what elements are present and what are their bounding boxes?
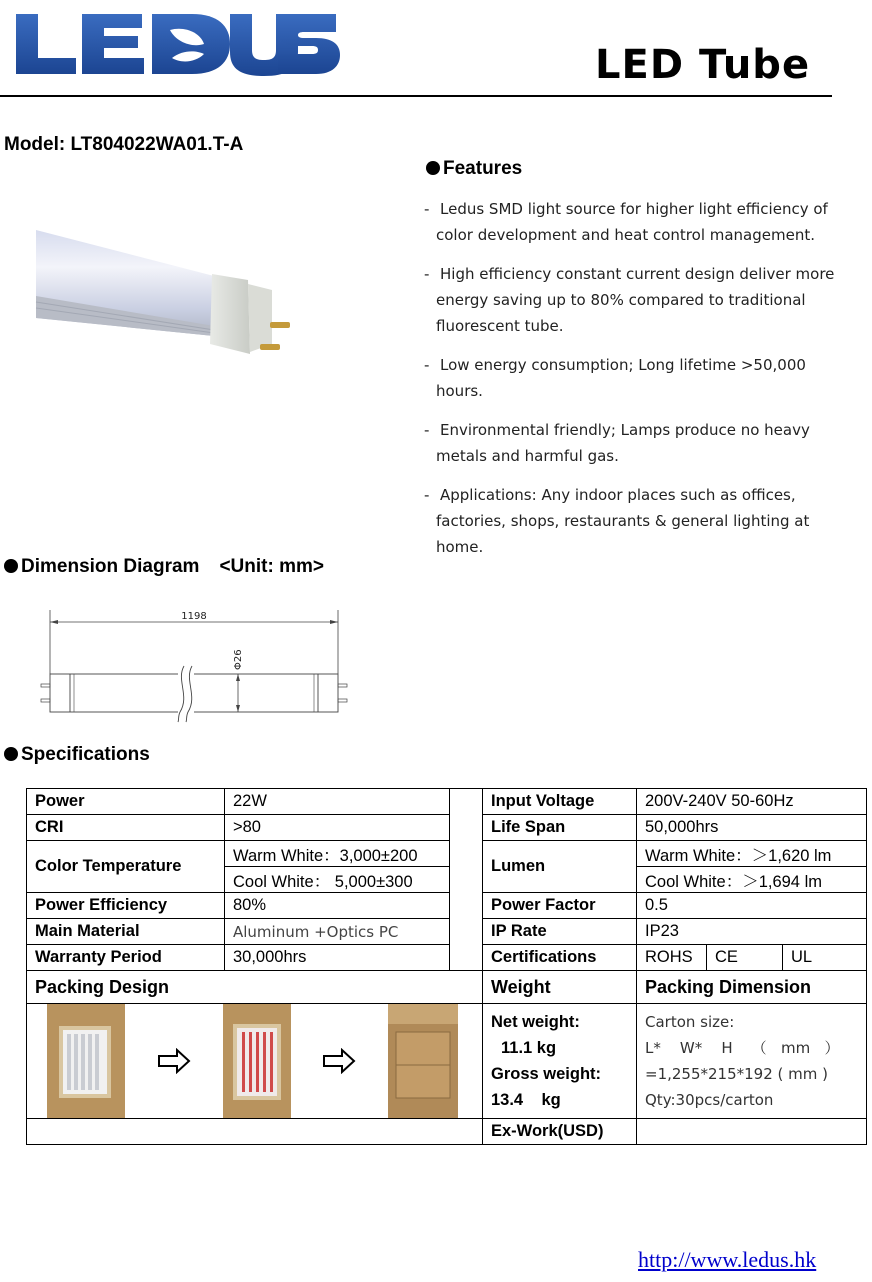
weight-cell [483,1004,637,1119]
spec-label: Lumen [483,841,637,893]
spec-value: 80% [225,893,450,919]
weight-label: Weight [483,971,637,1004]
spec-value: 0.5 [637,893,867,919]
carton-quantity: Qty:30pcs/carton [645,1091,774,1109]
model-number: Model: LT804022WA01.T-A [4,134,244,155]
table-row [27,893,867,919]
table-row [27,789,867,815]
spec-value: 22W [225,789,450,815]
spec-value: IP23 [637,919,867,945]
website-link[interactable]: http://www.ledus.hk [638,1247,817,1272]
spec-value: 30,000hrs [225,945,450,971]
spec-value: 200V-240V 50-60Hz [637,789,867,815]
dimension-heading: Dimension Diagram <Unit: mm> [4,556,324,578]
table-row [27,971,867,1004]
arrow-right-icon [322,1048,356,1074]
certification-ul: UL [783,945,867,971]
packing-dimension-label: Packing Dimension [637,971,867,1004]
spec-label: Power Efficiency [27,893,225,919]
packing-design-label: Packing Design [27,971,483,1004]
spec-label: Certifications [483,945,637,971]
gross-weight-value: 13.4 kg [491,1091,561,1109]
net-weight-label: Net weight: [491,1013,580,1031]
carton-dims-header: L* W* H （ mm ） [645,1039,840,1057]
list-item: - Low energy consumption; Long lifetime >50,000 hours. [424,356,806,400]
table-row [27,919,867,945]
arrow-right-icon [157,1048,191,1074]
empty-cell [27,1119,483,1145]
certification-rohs: ROHS [637,945,707,971]
length-label: 1198 [181,611,207,622]
specifications-heading: Specifications [4,744,150,766]
list-item: - High efficiency constant current design deliver more energy saving up to 80% compared to traditional fluorescent tube. [424,265,835,335]
packing-step-1-image [47,1004,125,1118]
led-tube-photo [34,218,294,368]
spec-label: Life Span [483,815,637,841]
dimension-diagram [38,604,358,729]
packing-step-2-image [223,1004,291,1118]
table-row [27,841,867,867]
spec-label: CRI [27,815,225,841]
spec-label: Main Material [27,919,225,945]
features-heading: Features [426,158,522,180]
table-row [27,815,867,841]
spec-label: Warranty Period [27,945,225,971]
packing-design-cell [27,1004,483,1119]
ex-work-label: Ex-Work(USD) [483,1119,637,1145]
page-title: LED Tube [595,42,811,88]
carton-size-label: Carton size: [645,1013,735,1031]
spec-value: Aluminum +Optics PC [225,919,450,945]
packing-step-3-image [388,1004,458,1118]
certification-ce: CE [707,945,783,971]
spec-label: Power [27,789,225,815]
table-row [27,945,867,971]
header-divider [0,95,832,97]
spec-value: 50,000hrs [637,815,867,841]
specifications-table [26,788,867,1145]
spec-value: Cool White： 5,000±300 [225,867,450,893]
ledus-logo [12,8,342,80]
features-list [424,196,844,573]
spacer-cell [450,789,483,971]
packing-dimension-cell [637,1004,867,1119]
spec-value: >80 [225,815,450,841]
list-item: - Applications: Any indoor places such as offices, factories, shops, restaurants & general lighting at home. [424,486,810,556]
net-weight-value: 11.1 kg [501,1039,557,1057]
table-row [27,1004,867,1119]
spec-label: Power Factor [483,893,637,919]
ex-work-value [637,1119,867,1145]
bullet-icon [4,747,18,761]
carton-dims-value: =1,255*215*192 ( mm ) [645,1065,829,1083]
spec-value: Cool White：＞1,694 lm [637,867,867,893]
table-row [27,1119,867,1145]
spec-value: Warm White：＞1,620 lm [637,841,867,867]
gross-weight-label: Gross weight: [491,1065,602,1083]
list-item: - Ledus SMD light source for higher light efficiency of color development and heat control management. [424,200,828,244]
bullet-icon [426,161,440,175]
bullet-icon [4,559,18,573]
spec-label: IP Rate [483,919,637,945]
diameter-label: Φ26 [233,649,244,670]
spec-label: Input Voltage [483,789,637,815]
spec-value: Warm White：3,000±200 [225,841,450,867]
list-item: - Environmental friendly; Lamps produce no heavy metals and harmful gas. [424,421,810,465]
spec-label: Color Temperature [27,841,225,893]
